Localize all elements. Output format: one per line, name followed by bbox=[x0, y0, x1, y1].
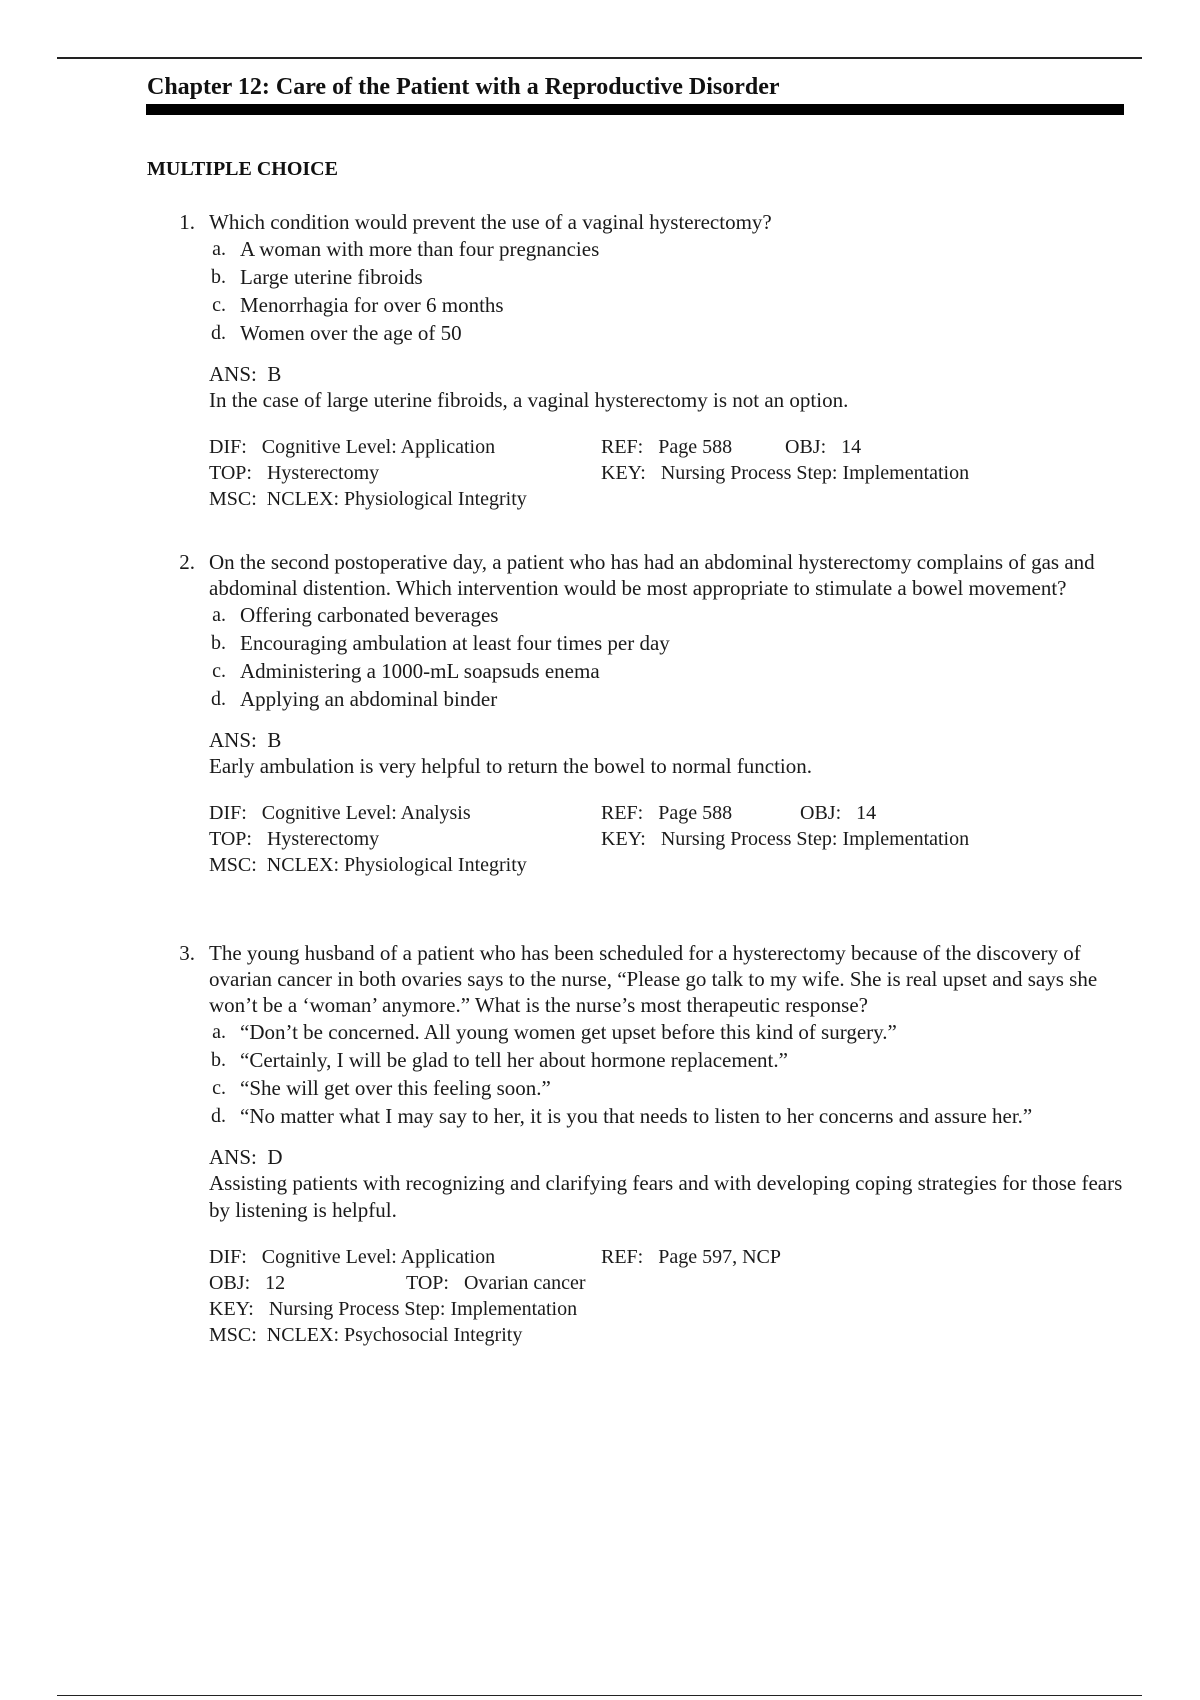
option-text: A woman with more than four pregnancies bbox=[240, 237, 600, 261]
question-metadata bbox=[209, 434, 1127, 512]
question-stem: The young husband of a patient who has been scheduled for a hysterectomy because of the discovery of ovarian cancer in both ovaries says to the nurse, “Please go talk to my wife. She is real upset and says she won’t be a ‘woman’ anymore.” What is the nurse’s most therapeutic response? bbox=[209, 941, 1098, 1017]
option-text: “No matter what I may say to her, it is you that needs to listen to her concerns and assure her.” bbox=[240, 1104, 1033, 1128]
answer-options bbox=[147, 1018, 1127, 1130]
option-a bbox=[147, 1018, 1127, 1046]
question-metadata bbox=[209, 1244, 1127, 1348]
section-heading: MULTIPLE CHOICE bbox=[147, 158, 338, 180]
question-number: 2. bbox=[179, 550, 195, 574]
question-number: 3. bbox=[179, 941, 195, 965]
option-b bbox=[147, 629, 1127, 657]
option-letter: b. bbox=[211, 1049, 226, 1071]
option-letter: d. bbox=[211, 688, 226, 710]
option-text: “Certainly, I will be glad to tell her about hormone replacement.” bbox=[240, 1048, 788, 1072]
meta-dif: DIF: Cognitive Level: Analysis bbox=[209, 802, 471, 824]
option-letter: c. bbox=[212, 294, 226, 316]
option-text: Administering a 1000-mL soapsuds enema bbox=[240, 659, 600, 683]
answer-options bbox=[147, 235, 1127, 347]
option-d bbox=[147, 1102, 1127, 1130]
meta-top: TOP: Ovarian cancer bbox=[406, 1272, 586, 1294]
option-b bbox=[147, 263, 1127, 291]
answer-rationale: In the case of large uterine fibroids, a vaginal hysterectomy is not an option. bbox=[209, 388, 849, 412]
option-a bbox=[147, 235, 1127, 263]
top-rule bbox=[57, 57, 1142, 59]
option-text: “She will get over this feeling soon.” bbox=[240, 1076, 551, 1100]
question-3 bbox=[147, 940, 1127, 1348]
question-2 bbox=[147, 549, 1127, 878]
meta-key: KEY: Nursing Process Step: Implementation bbox=[601, 462, 970, 484]
answer-block bbox=[209, 1144, 1127, 1224]
question-1 bbox=[147, 209, 1127, 512]
option-letter: b. bbox=[211, 266, 226, 288]
option-letter: c. bbox=[212, 660, 226, 682]
meta-ref: REF: Page 588 bbox=[601, 436, 733, 458]
option-letter: a. bbox=[212, 238, 226, 260]
answer-rationale: Early ambulation is very helpful to return the bowel to normal function. bbox=[209, 754, 813, 778]
option-c bbox=[147, 1074, 1127, 1102]
bottom-rule bbox=[57, 1695, 1142, 1696]
option-a bbox=[147, 601, 1127, 629]
meta-obj: OBJ: 12 bbox=[209, 1272, 286, 1294]
option-letter: d. bbox=[211, 1105, 226, 1127]
option-text: Encouraging ambulation at least four times per day bbox=[240, 631, 670, 655]
meta-dif: DIF: Cognitive Level: Application bbox=[209, 1246, 496, 1268]
answer-key: ANS: D bbox=[209, 1145, 283, 1169]
answer-key: ANS: B bbox=[209, 728, 282, 752]
question-stem: Which condition would prevent the use of a vaginal hysterectomy? bbox=[209, 210, 772, 234]
meta-ref: REF: Page 588 bbox=[601, 802, 733, 824]
option-letter: b. bbox=[211, 632, 226, 654]
option-text: Applying an abdominal binder bbox=[240, 687, 498, 711]
question-metadata bbox=[209, 800, 1127, 878]
meta-obj: OBJ: 14 bbox=[785, 436, 862, 458]
meta-msc: MSC: NCLEX: Physiological Integrity bbox=[209, 854, 527, 876]
option-letter: a. bbox=[212, 1021, 226, 1043]
chapter-title: Chapter 12: Care of the Patient with a Reproductive Disorder bbox=[147, 74, 780, 100]
option-text: Women over the age of 50 bbox=[240, 321, 462, 345]
meta-msc: MSC: NCLEX: Psychosocial Integrity bbox=[209, 1324, 523, 1346]
question-number: 1. bbox=[179, 210, 195, 234]
meta-key: KEY: Nursing Process Step: Implementation bbox=[601, 828, 970, 850]
option-letter: d. bbox=[211, 322, 226, 344]
option-letter: a. bbox=[212, 604, 226, 626]
meta-key: KEY: Nursing Process Step: Implementation bbox=[209, 1298, 578, 1320]
option-c bbox=[147, 657, 1127, 685]
meta-obj: OBJ: 14 bbox=[800, 802, 877, 824]
meta-ref: REF: Page 597, NCP bbox=[601, 1246, 782, 1268]
option-b bbox=[147, 1046, 1127, 1074]
meta-dif: DIF: Cognitive Level: Application bbox=[209, 436, 496, 458]
question-stem: On the second postoperative day, a patient who has had an abdominal hysterectomy complains of gas and abdominal distention. Which intervention would be most appropriate to stimulate a bowel movement? bbox=[209, 550, 1095, 600]
meta-msc: MSC: NCLEX: Physiological Integrity bbox=[209, 488, 527, 510]
meta-top: TOP: Hysterectomy bbox=[209, 828, 380, 850]
option-d bbox=[147, 685, 1127, 713]
option-c bbox=[147, 291, 1127, 319]
answer-block bbox=[209, 727, 1127, 780]
option-d bbox=[147, 319, 1127, 347]
option-text: Large uterine fibroids bbox=[240, 265, 423, 289]
option-text: Menorrhagia for over 6 months bbox=[240, 293, 504, 317]
option-letter: c. bbox=[212, 1077, 226, 1099]
option-text: “Don’t be concerned. All young women get upset before this kind of surgery.” bbox=[240, 1020, 897, 1044]
meta-top: TOP: Hysterectomy bbox=[209, 462, 380, 484]
title-underline-bar bbox=[146, 104, 1124, 115]
answer-options bbox=[147, 601, 1127, 713]
answer-block bbox=[209, 361, 1127, 414]
answer-key: ANS: B bbox=[209, 362, 282, 386]
option-text: Offering carbonated beverages bbox=[240, 603, 499, 627]
answer-rationale: Assisting patients with recognizing and clarifying fears and with developing coping strategies for those fears by listening is helpful. bbox=[209, 1171, 1123, 1222]
